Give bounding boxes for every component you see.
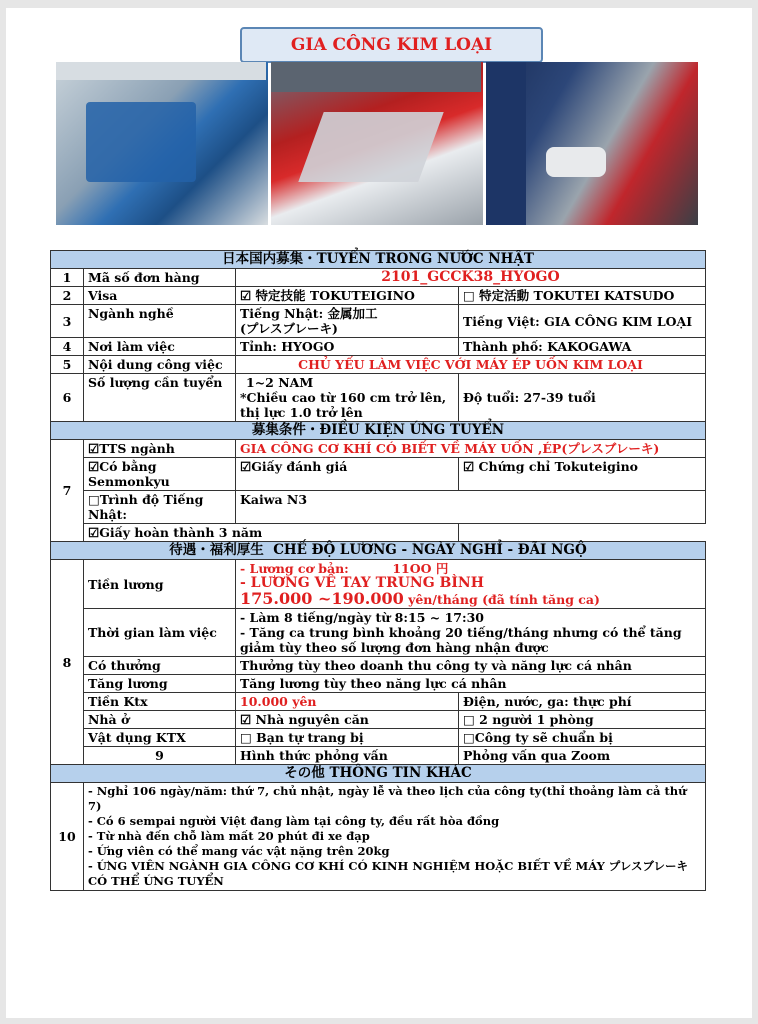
section-header-benefits: 待遇・福利厚生 CHẾ ĐỘ LƯƠNG - NGÀY NGHỈ - ĐÃI NGỘ	[51, 542, 706, 560]
table-row: ☑Có bằng Senmonkyu ☑Giấy đánh giá ☑ Chứng chỉ Tokuteigino	[51, 458, 706, 491]
worker-bending-photo	[486, 62, 698, 225]
photo-strip	[56, 62, 698, 225]
job-table	[50, 250, 706, 891]
factory-machine-photo	[56, 62, 268, 225]
table-row: 7 ☑TTS ngành GIA CÔNG CƠ KHÍ CÓ BIẾT VỀ MÁY UỐN ,ÉP(プレスブレーキ)	[51, 440, 706, 458]
list-item: - Có 6 sempai người Việt đang làm tại công ty, đều rất hòa đồng	[88, 814, 500, 828]
press-brake-photo	[271, 62, 483, 225]
table-row: Thời gian làm việc - Làm 8 tiếng/ngày từ 8:15 ~ 17:30 - Tăng ca trung bình khoảng 20 tiếng/tháng nhưng có thể tăng giảm tùy theo số lượng đơn hàng nhận được	[51, 609, 706, 657]
list-item: - Nghỉ 106 ngày/năm: thứ 7, chủ nhật, ngày lễ và theo lịch của công ty(thỉ thoảng làm cả thứ 7)	[88, 784, 687, 813]
table-row: Nhà ở ☑ Nhà nguyên căn □ 2 người 1 phòng	[51, 711, 706, 729]
table-row: 10 - Nghỉ 106 ngày/năm: thứ 7, chủ nhật, ngày lễ và theo lịch của công ty(thỉ thoảng làm cả thứ 7) - Có 6 sempai người Việt đang làm tại công ty, đều rất hòa đồng - Từ nhà đến chỗ làm mất 20 phút đi xe đạp - Ứng viên có thể mang vác vật nặng trên 20kg - ỨNG VIÊN NGÀNH GIA CÔNG CƠ KHÍ CÓ KINH NGHIỆM HOẶC BIẾT VỀ MÁY プレスブレーキ CÓ THỂ ỨNG TUYỂN	[51, 783, 706, 891]
table-row: Tăng lương Tăng lương tùy theo năng lực cá nhân	[51, 675, 706, 693]
table-row: 6 Số lượng cần tuyển 1~2 NAM *Chiều cao từ 160 cm trở lên, thị lực 1.0 trở lên Độ tuổi: 27-39 tuổi	[51, 374, 706, 422]
table-row: 2 Visa ☑ 特定技能 TOKUTEIGINO □ 特定活動 TOKUTEI KATSUDO	[51, 287, 706, 305]
table-row: Có thưởng Thưởng tùy theo doanh thu công ty và năng lực cá nhân	[51, 657, 706, 675]
section-header-recruitment: 日本国内募集・TUYỂN TRONG NƯỚC NHẬT	[51, 251, 706, 269]
section-header-conditions: 募集条件・ĐIỀU KIỆN ỨNG TUYỂN	[51, 422, 706, 440]
list-item: - Từ nhà đến chỗ làm mất 20 phút đi xe đạp	[88, 829, 370, 843]
table-row: 5 Nội dung công việc CHỦ YẾU LÀM VIỆC VỚI MÁY ÉP UỐN KIM LOẠI	[51, 356, 706, 374]
table-row: 8 Tiền lương - Lương cơ bản: 11OO 円 - LƯƠNG VỀ TAY TRUNG BÌNH 175.000 ~190.000 yên/tháng (đã tính tăng ca)	[51, 560, 706, 609]
table-row: 3 Ngành nghề Tiếng Nhật: 金属加工 (プレスブレーキ) Tiếng Việt: GIA CÔNG KIM LOẠI	[51, 305, 706, 338]
table-row: ☑Giấy hoàn thành 3 năm	[51, 524, 706, 542]
table-row: 9 Hình thức phỏng vấn Phỏng vấn qua Zoom	[51, 747, 706, 765]
section-header-other: その他 THÔNG TIN KHÁC	[51, 765, 706, 783]
table-row: 4 Nơi làm việc Tỉnh: HYOGO Thành phố: KAKOGAWA	[51, 338, 706, 356]
list-item: - ỨNG VIÊN NGÀNH GIA CÔNG CƠ KHÍ CÓ KINH NGHIỆM HOẶC BIẾT VỀ MÁY プレスブレーキ CÓ THỂ ỨNG TUYỂN	[88, 859, 689, 888]
table-row: Tiền Ktx 10.000 yên Điện, nước, ga: thực phí	[51, 693, 706, 711]
table-row: Vật dụng KTX □ Bạn tự trang bị □Công ty sẽ chuẩn bị	[51, 729, 706, 747]
table-row: □Trình độ Tiếng Nhật: Kaiwa N3	[51, 491, 706, 524]
page-title: GIA CÔNG KIM LOẠI	[240, 27, 543, 63]
list-item: - Ứng viên có thể mang vác vật nặng trên 20kg	[88, 844, 390, 858]
table-row: 1 Mã số đơn hàng 2101_GCCK38_HYOGO	[51, 269, 706, 287]
